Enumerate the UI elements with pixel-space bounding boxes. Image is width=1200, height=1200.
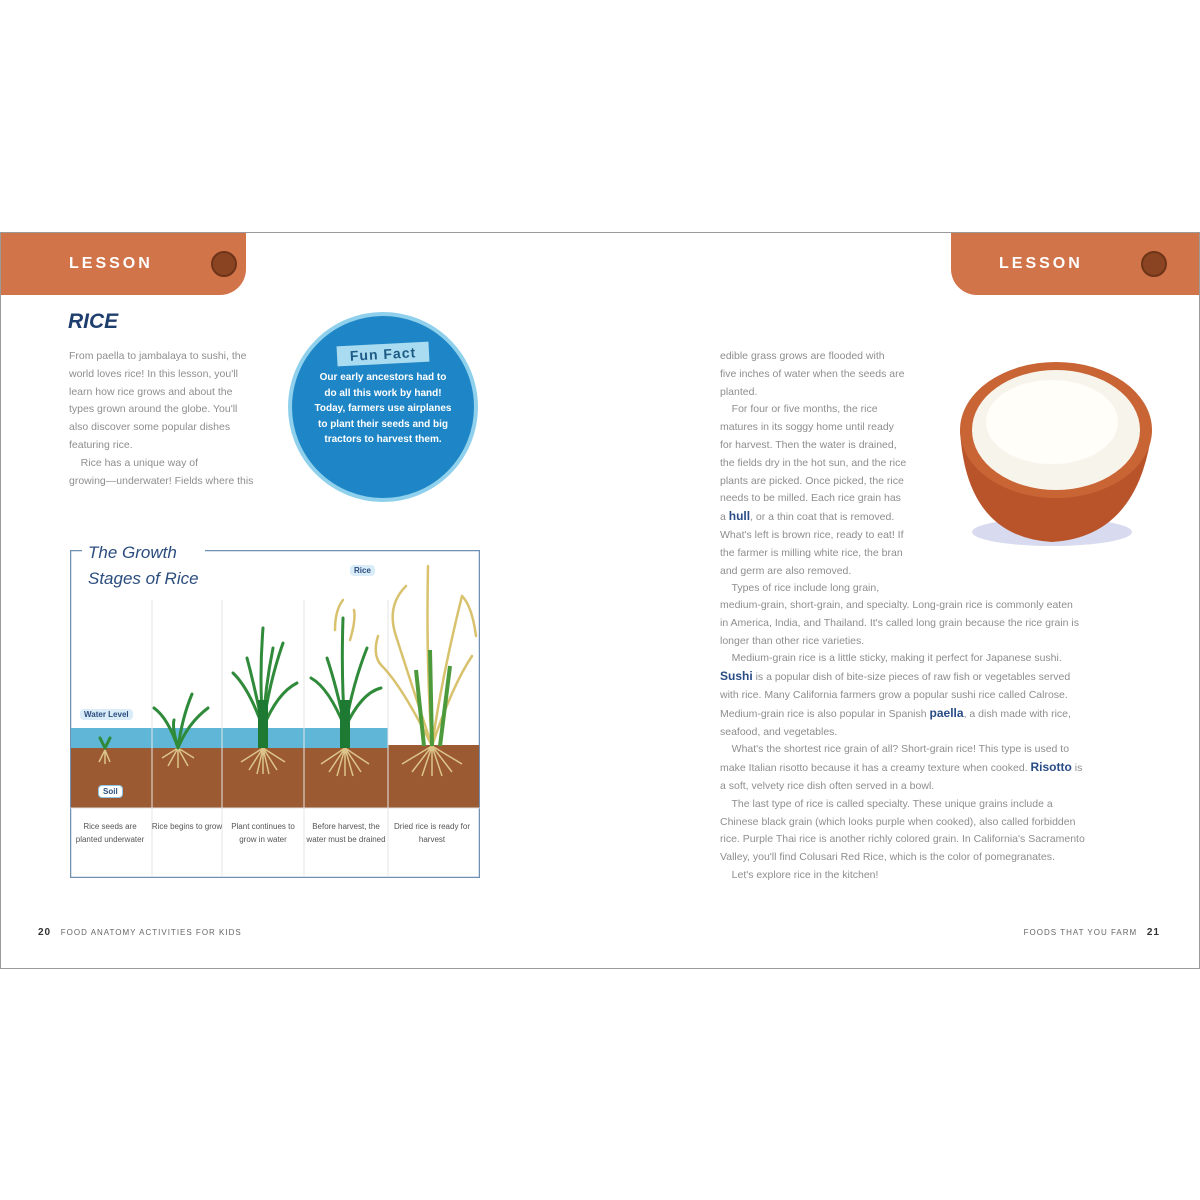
fun-fact-heading: Fun Fact bbox=[337, 342, 430, 367]
growth-stages-diagram bbox=[70, 543, 480, 878]
keyword: paella bbox=[929, 705, 964, 720]
label-soil: Soil bbox=[98, 785, 123, 798]
text-line: growing—underwater! Fields where this bbox=[69, 474, 254, 487]
text-line bbox=[720, 724, 1085, 742]
text-line bbox=[720, 814, 1085, 832]
text-segment: for harvest. Then the water is drained, bbox=[720, 438, 897, 451]
diagram-title-line: The Growth bbox=[88, 543, 177, 562]
footer-right bbox=[1024, 927, 1160, 938]
diagram-title-line: Stages of Rice bbox=[88, 569, 199, 588]
text-line bbox=[720, 366, 906, 384]
text-segment: is bbox=[1071, 762, 1083, 775]
text-segment: The last type of rice is called specialty. These unique grains include a bbox=[720, 797, 1053, 810]
text-line: Rice has a unique way of bbox=[69, 456, 198, 469]
text-line bbox=[720, 778, 1085, 796]
text-segment: and germ are also removed. bbox=[720, 564, 852, 577]
text-segment: a soft, velvety rice dish often served in a bowl. bbox=[720, 779, 935, 792]
text-segment: Medium-grain rice is also popular in Spanish bbox=[720, 707, 930, 720]
text-line: learn how rice grows and about the bbox=[69, 385, 233, 398]
text-line bbox=[720, 419, 906, 437]
running-title: FOODS THAT YOU FARM bbox=[1023, 928, 1138, 937]
text-line bbox=[720, 508, 906, 527]
text-line: also discover some popular dishes bbox=[69, 421, 231, 434]
text-line bbox=[720, 831, 1085, 849]
text-line bbox=[720, 705, 1085, 724]
footer-left bbox=[38, 927, 242, 938]
caption: Plant continues to grow in water bbox=[231, 822, 295, 844]
text-line bbox=[720, 633, 1085, 651]
text-segment: in America, India, and Thailand. It's called long grain because the rice grain is bbox=[720, 616, 1080, 629]
caption: Rice begins to grow bbox=[151, 822, 223, 831]
text-line bbox=[720, 741, 1085, 759]
keyword: Risotto bbox=[1030, 760, 1072, 775]
text-segment: What's the shortest rice grain of all? Short-grain rice! This type is used to bbox=[720, 743, 1070, 756]
body-text-narrow bbox=[720, 348, 906, 598]
text-segment: the farmer is milling white rice, the bran bbox=[720, 546, 903, 559]
text-line bbox=[720, 580, 906, 598]
text-line bbox=[720, 384, 906, 402]
text-segment: Types of rice include long grain, bbox=[720, 582, 880, 595]
text-segment: matures in its soggy home until ready bbox=[720, 421, 894, 434]
text-line: world loves rice! In this lesson, you'll bbox=[69, 367, 238, 380]
text-line bbox=[720, 615, 1085, 633]
text-segment: Chinese black grain (which looks purple when cooked), also called forbidden bbox=[720, 815, 1076, 828]
caption: Dried rice is ready for harvest bbox=[393, 822, 471, 844]
text-line bbox=[720, 563, 906, 581]
label-water-level: Water Level bbox=[80, 709, 133, 720]
text-segment: is a popular dish of bite-size pieces of raw fish or vegetables served bbox=[752, 671, 1071, 684]
rice-bowl-illustration bbox=[952, 352, 1157, 552]
text-line bbox=[720, 668, 1085, 687]
text-line bbox=[720, 401, 906, 419]
text-segment: Medium-grain rice is a little sticky, making it perfect for Japanese sushi. bbox=[720, 652, 1062, 665]
text-line bbox=[720, 545, 906, 563]
page-number: 21 bbox=[1146, 927, 1160, 938]
text-segment: , a dish made with rice, bbox=[963, 707, 1071, 720]
text-line bbox=[720, 650, 1085, 668]
page-title: RICE bbox=[68, 310, 119, 333]
keyword: Sushi bbox=[720, 669, 753, 684]
text-segment: longer than other rice varieties. bbox=[720, 634, 865, 647]
text-segment: medium-grain, short-grain, and specialty. Long-grain rice is commonly eaten bbox=[720, 599, 1073, 611]
text-line bbox=[720, 849, 1085, 867]
text-segment: the fields dry in the hot sun, and the rice bbox=[720, 456, 907, 469]
text-segment: , or a thin coat that is removed. bbox=[750, 511, 895, 524]
text-line bbox=[720, 437, 906, 455]
text-segment: Valley, you'll find Colusari Red Rice, which is the color of pomegranates. bbox=[720, 851, 1055, 864]
text-line bbox=[720, 759, 1085, 778]
diagram-title bbox=[82, 540, 205, 592]
text-segment: plants are picked. Once picked, the rice bbox=[720, 474, 904, 487]
label-rice: Rice bbox=[350, 565, 375, 576]
text-line bbox=[720, 348, 906, 366]
text-line bbox=[720, 455, 906, 473]
intro-text bbox=[69, 348, 253, 490]
text-segment: For four or five months, the rice bbox=[720, 403, 878, 416]
running-title: FOOD ANATOMY ACTIVITIES FOR KIDS bbox=[60, 928, 242, 937]
text-line bbox=[720, 867, 1085, 885]
text-line bbox=[720, 687, 1085, 705]
text-segment: planted. bbox=[720, 385, 758, 398]
caption: Rice seeds are planted underwater bbox=[75, 822, 145, 844]
text-segment: edible grass grows are flooded with bbox=[720, 350, 885, 362]
tab-label: LESSON bbox=[999, 255, 1083, 272]
fun-fact-body: Our early ancestors had to do all this work by hand! Today, farmers use airplanes to plant their seeds and big tractors to harvest them. bbox=[314, 372, 452, 445]
text-line bbox=[720, 796, 1085, 814]
text-segment: with rice. Many California farmers grow a popular sushi rice called Calrose. bbox=[720, 688, 1068, 701]
text-segment: make Italian risotto because it has a creamy texture when cooked. bbox=[720, 762, 1031, 775]
text-segment: What's left is brown rice, ready to eat! If bbox=[720, 528, 904, 541]
text-segment: needs to be milled. Each rice grain has bbox=[720, 492, 901, 505]
text-segment: a bbox=[720, 511, 729, 524]
text-line bbox=[720, 597, 1085, 615]
page-number: 20 bbox=[38, 927, 52, 938]
caption: Before harvest, the water must be drained bbox=[306, 822, 386, 844]
text-line bbox=[720, 490, 906, 508]
text-line: From paella to jambalaya to sushi, the bbox=[69, 350, 247, 362]
dot-icon bbox=[1141, 251, 1167, 277]
keyword: hull bbox=[728, 509, 751, 524]
text-line bbox=[720, 527, 906, 545]
body-text-wide bbox=[720, 597, 1085, 885]
lesson-tab-right bbox=[951, 233, 1199, 295]
text-line bbox=[720, 473, 906, 491]
text-segment: five inches of water when the seeds are bbox=[720, 367, 905, 380]
text-line: featuring rice. bbox=[69, 438, 133, 451]
text-line: types grown around the globe. You'll bbox=[69, 403, 238, 416]
tab-label: LESSON bbox=[69, 255, 153, 272]
lesson-tab-left bbox=[1, 233, 246, 295]
fun-fact-circle bbox=[288, 312, 478, 502]
text-segment: seafood, and vegetables. bbox=[720, 725, 838, 738]
text-segment: Let's explore rice in the kitchen! bbox=[720, 868, 879, 881]
text-segment: rice. Purple Thai rice is another richly colored grain. In California's Sacramento bbox=[720, 833, 1085, 846]
dot-icon bbox=[211, 251, 237, 277]
